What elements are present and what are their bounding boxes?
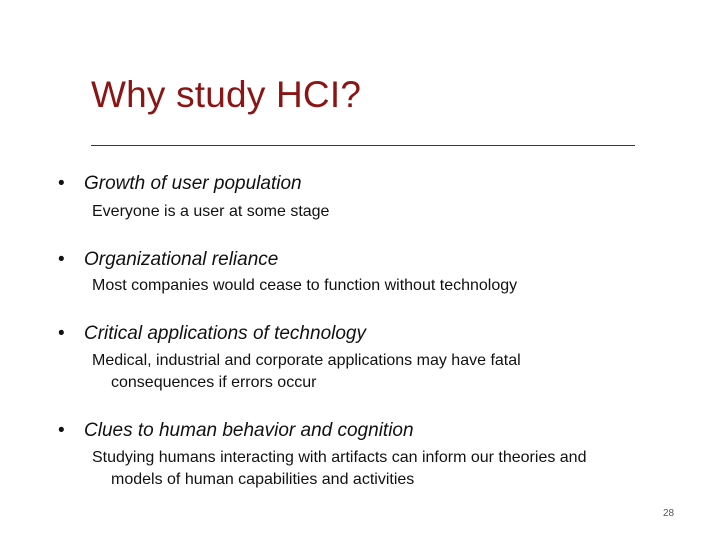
bullet-heading: Critical applications of technology <box>84 323 366 344</box>
bullet-detail-line: Medical, industrial and corporate applications may have fatal <box>92 352 521 369</box>
bullet-detail-line: Most companies would cease to function without technology <box>92 277 518 294</box>
bullet-point-icon: • <box>58 249 65 270</box>
page-number: 28 <box>663 508 675 519</box>
bullet-detail <box>92 275 672 297</box>
bullet-point-icon: • <box>58 420 65 441</box>
bullet-detail-line: models of human capabilities and activities <box>111 471 415 488</box>
bullet-point-icon: • <box>58 323 65 344</box>
bullet-detail <box>92 350 672 394</box>
bullet-heading: Growth of user population <box>84 173 302 194</box>
bullet-point-icon: • <box>58 173 65 194</box>
bullet-detail-line: Everyone is a user at some stage <box>92 203 330 220</box>
bullet-detail <box>92 447 672 491</box>
title-divider <box>91 145 635 146</box>
bullet-detail <box>92 201 672 223</box>
bullet-heading: Organizational reliance <box>84 249 279 270</box>
bullet-detail-line: consequences if errors occur <box>111 374 317 391</box>
bullet-detail-line: Studying humans interacting with artifacts can inform our theories and <box>92 449 587 466</box>
bullet-heading: Clues to human behavior and cognition <box>84 420 414 441</box>
slide-title: Why study HCI? <box>91 74 362 115</box>
